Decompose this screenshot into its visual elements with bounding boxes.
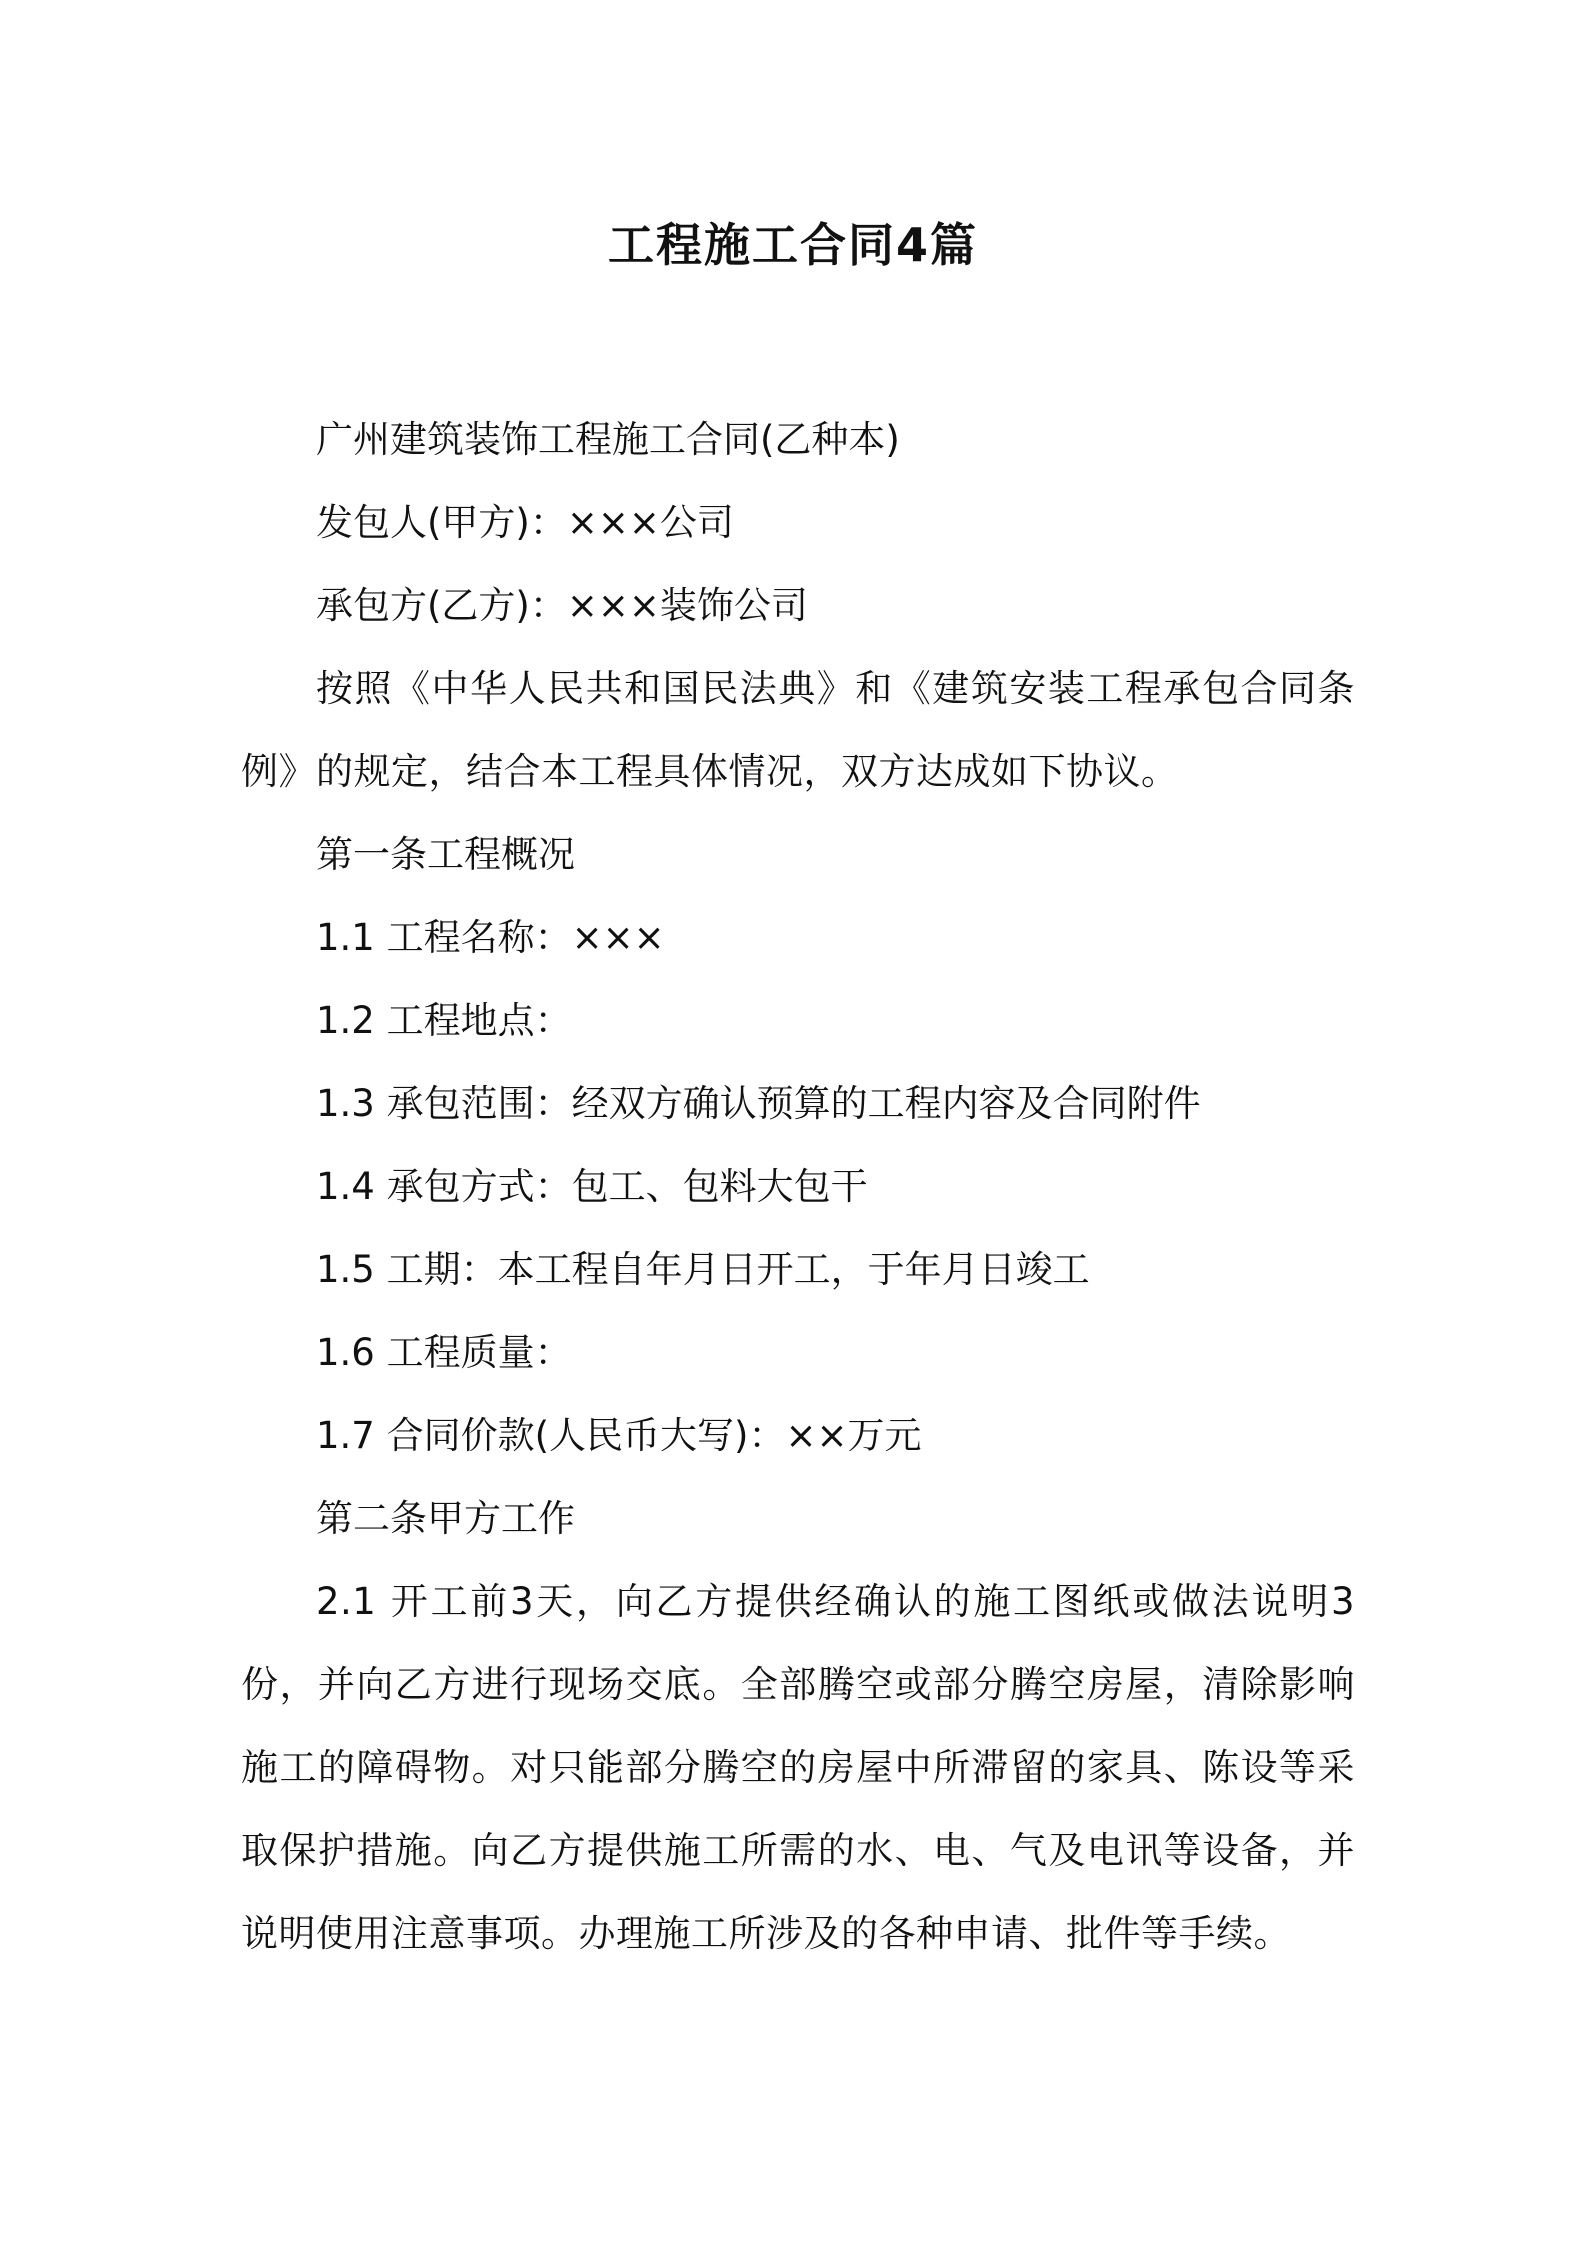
party-a-paragraph: 发包人(甲方)：×××公司 bbox=[316, 501, 734, 544]
clause-1-4: 1.4 承包方式：包工、包料大包干 bbox=[316, 1165, 868, 1208]
clause-1-5: 1.5 工期：本工程自年月日开工，于年月日竣工 bbox=[316, 1248, 1090, 1291]
contract-name-paragraph: 广州建筑装饰工程施工合同(乙种本) bbox=[316, 418, 900, 461]
document-body bbox=[241, 398, 1355, 1975]
clause-1-6: 1.6 工程质量： bbox=[316, 1331, 572, 1374]
clause-1-2: 1.2 工程地点： bbox=[316, 999, 572, 1042]
clause-2-1: 2.1 开工前3天，向乙方提供经确认的施工图纸或做法说明3份，并向乙方进行现场交底。全部腾空或部分腾空房屋，清除影响施工的障碍物。对只能部分腾空的房屋中所滞留的家具、陈设等采取保护措施。向乙方提供施工所需的水、电、气及电讯等设备，并说明使用注意事项。办理施工所涉及的各种申请、批件等手续。 bbox=[241, 1580, 1355, 1955]
clause-1-7: 1.7 合同价款(人民币大写)：××万元 bbox=[316, 1414, 922, 1457]
article-2-heading: 第二条甲方工作 bbox=[316, 1497, 575, 1540]
article-1-heading: 第一条工程概况 bbox=[316, 833, 575, 876]
document-title: 工程施工合同4篇 bbox=[607, 218, 978, 272]
clause-1-3: 1.3 承包范围：经双方确认预算的工程内容及合同附件 bbox=[316, 1082, 1201, 1125]
legal-basis-paragraph: 按照《中华人民共和国民法典》和《建筑安装工程承包合同条例》的规定，结合本工程具体情况，双方达成如下协议。 bbox=[241, 667, 1355, 793]
clause-1-1: 1.1 工程名称：××× bbox=[316, 916, 665, 959]
party-b-paragraph: 承包方(乙方)：×××装饰公司 bbox=[316, 584, 808, 627]
